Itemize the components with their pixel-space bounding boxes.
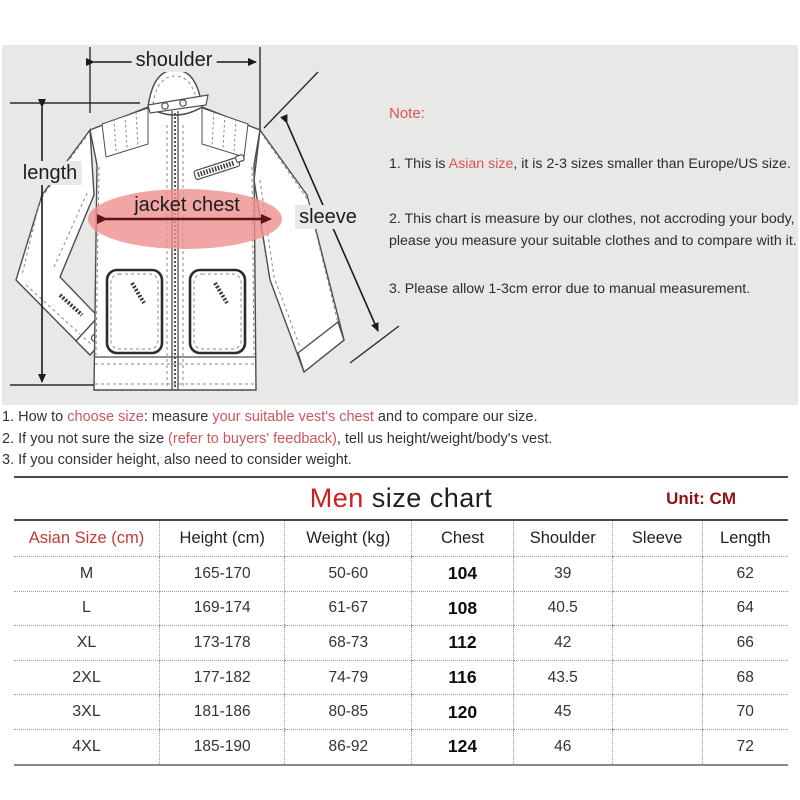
cell-size: 3XL — [14, 695, 160, 730]
length-measure-label: length — [19, 161, 82, 185]
note-title: Note: — [389, 105, 425, 122]
cell-length: 72 — [702, 729, 788, 764]
cell-size: XL — [14, 626, 160, 661]
cell-chest: 108 — [412, 591, 513, 626]
size-table-section — [14, 476, 788, 766]
table-title-men: Men — [309, 483, 364, 513]
table-header-row — [14, 521, 788, 557]
cell-chest: 112 — [412, 626, 513, 661]
note-item-1-text: 1. This is — [389, 156, 449, 172]
cell-height: 165-170 — [160, 557, 285, 592]
cell-length: 62 — [702, 557, 788, 592]
note-block — [389, 105, 800, 333]
note-item-1-highlight: Asian size — [448, 156, 514, 172]
table-row — [14, 557, 788, 592]
note-item-1 — [389, 153, 800, 175]
table-row — [14, 729, 788, 764]
cell-chest: 104 — [412, 557, 513, 592]
cell-length: 68 — [702, 660, 788, 695]
table-title — [310, 483, 493, 514]
cell-height: 185-190 — [160, 729, 285, 764]
howto-line-1-highlight-2: your suitable vest's chest — [212, 409, 374, 425]
cell-weight: 86-92 — [285, 729, 412, 764]
howto-line-1-highlight-1: choose size — [67, 409, 144, 425]
note-item-2-line-2: please you measure your suitable clothes and to compare with it. — [389, 233, 797, 249]
cell-shoulder: 46 — [513, 729, 612, 764]
header-shoulder: Shoulder — [513, 521, 612, 557]
cell-shoulder: 45 — [513, 695, 612, 730]
how-to-choose-list — [2, 407, 602, 472]
table-title-row — [14, 476, 788, 521]
cell-size: 2XL — [14, 660, 160, 695]
unit-label: Unit: CM — [666, 488, 736, 508]
cell-weight: 68-73 — [285, 626, 412, 661]
howto-line-2-highlight: (refer to buyers' feedback) — [168, 430, 337, 447]
howto-line-1 — [2, 407, 602, 429]
cell-sleeve — [612, 591, 702, 626]
header-length: Length — [702, 521, 788, 557]
cell-weight: 74-79 — [285, 660, 412, 695]
cell-size: 4XL — [14, 729, 160, 764]
shoulder-measure-label: shoulder — [132, 48, 217, 72]
table-title-rest: size chart — [363, 483, 493, 513]
note-item-2 — [389, 208, 800, 252]
howto-line-3: 3. If you consider height, also need to consider weight. — [2, 452, 352, 468]
header-height: Height (cm) — [160, 521, 285, 557]
cell-weight: 61-67 — [285, 591, 412, 626]
howto-line-1-text: 1. How to — [2, 409, 68, 425]
howto-line-2 — [2, 429, 602, 451]
cell-shoulder: 42 — [513, 626, 612, 661]
cell-shoulder: 39 — [513, 557, 612, 592]
cell-sleeve — [612, 729, 702, 764]
cell-sleeve — [612, 660, 702, 695]
cell-height: 177-182 — [160, 660, 285, 695]
cell-height: 181-186 — [160, 695, 285, 730]
cell-length: 64 — [702, 591, 788, 626]
table-row — [14, 591, 788, 626]
jacket-diagram-panel — [2, 45, 798, 405]
jacket-chest-measure-label: jacket chest — [134, 194, 240, 216]
cell-length: 66 — [702, 626, 788, 661]
cell-length: 70 — [702, 695, 788, 730]
cell-chest: 120 — [412, 695, 513, 730]
header-chest: Chest — [412, 521, 513, 557]
header-sleeve: Sleeve — [612, 521, 702, 557]
cell-sleeve — [612, 695, 702, 730]
header-asian-size: Asian Size (cm) — [14, 521, 160, 557]
cell-chest: 116 — [412, 660, 513, 695]
table-row — [14, 626, 788, 661]
cell-chest: 124 — [412, 729, 513, 764]
cell-shoulder: 40.5 — [513, 591, 612, 626]
howto-line-2-text: 2. If you not sure the size — [2, 430, 169, 447]
cell-weight: 50-60 — [285, 557, 412, 592]
cell-weight: 80-85 — [285, 695, 412, 730]
cell-height: 169-174 — [160, 591, 285, 626]
cell-sleeve — [612, 557, 702, 592]
note-item-3: 3. Please allow 1-3cm error due to manual measurement. — [389, 281, 751, 297]
size-table — [14, 521, 788, 766]
cell-shoulder: 43.5 — [513, 660, 612, 695]
cell-size: M — [14, 557, 160, 592]
cell-height: 173-178 — [160, 626, 285, 661]
table-row — [14, 695, 788, 730]
note-item-1-rest: , it is 2-3 sizes smaller than Europe/US size. — [513, 156, 791, 172]
howto-line-1-rest: and to compare our size. — [373, 409, 538, 425]
cell-size: L — [14, 591, 160, 626]
howto-line-1-mid: : measure — [143, 409, 213, 425]
sleeve-measure-label: sleeve — [295, 205, 361, 229]
howto-line-2-rest: , tell us height/weight/body's vest. — [336, 430, 553, 447]
table-row — [14, 660, 788, 695]
header-weight: Weight (kg) — [285, 521, 412, 557]
cell-sleeve — [612, 626, 702, 661]
note-item-2-line-1: 2. This chart is measure by our clothes, not accroding your body, — [389, 211, 795, 227]
